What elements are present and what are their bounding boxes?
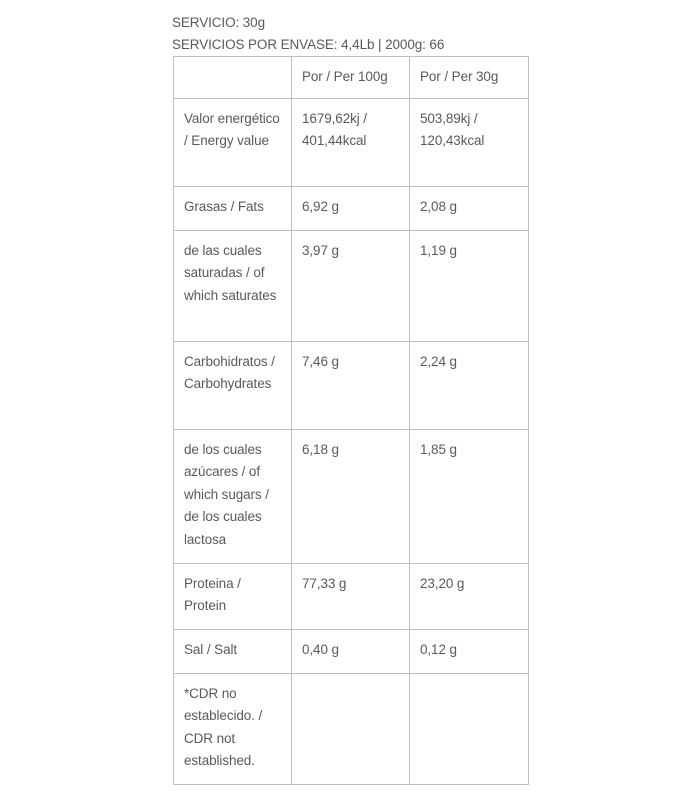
row-label: Grasas / Fats [174, 186, 292, 230]
row-value-per-100g: 3,97 g [292, 230, 410, 341]
row-footnote: *CDR no establecido. / CDR not established. [174, 673, 292, 784]
table-row [174, 230, 529, 341]
row-value-per-100g [292, 673, 410, 784]
row-value-per-30g: 2,24 g [410, 341, 529, 429]
serving-info [172, 12, 444, 56]
row-value-per-30g: 23,20 g [410, 563, 529, 629]
row-value-per-100g: 1679,62kj / 401,44kcal [292, 98, 410, 186]
table-row [174, 186, 529, 230]
table-row [174, 341, 529, 429]
table-row [174, 629, 529, 673]
nutrition-table [173, 56, 529, 785]
servings-per-container: SERVICIOS POR ENVASE: 4,4Lb | 2000g: 66 [172, 37, 445, 52]
row-label: de las cuales saturadas / of which saturates [174, 230, 292, 341]
row-label: de los cuales azúcares / of which sugars / de los cuales lactosa [174, 429, 292, 563]
table-header-row [174, 57, 529, 99]
table-row [174, 98, 529, 186]
row-value-per-100g: 0,40 g [292, 629, 410, 673]
row-value-per-30g: 1,85 g [410, 429, 529, 563]
row-value-per-30g: 0,12 g [410, 629, 529, 673]
table-row [174, 563, 529, 629]
row-label: Proteina / Protein [174, 563, 292, 629]
header-cell-per-30g: Por / Per 30g [410, 57, 529, 99]
header-cell-per-100g: Por / Per 100g [292, 57, 410, 99]
table-row [174, 673, 529, 784]
row-value-per-30g: 1,19 g [410, 230, 529, 341]
row-label: Carbohidratos / Carbohydrates [174, 341, 292, 429]
table-row [174, 429, 529, 563]
row-value-per-100g: 77,33 g [292, 563, 410, 629]
row-value-per-30g: 503,89kj / 120,43kcal [410, 98, 529, 186]
row-value-per-100g: 7,46 g [292, 341, 410, 429]
row-label: Valor energético / Energy value [174, 98, 292, 186]
row-label: Sal / Salt [174, 629, 292, 673]
row-value-per-100g: 6,18 g [292, 429, 410, 563]
row-value-per-30g [410, 673, 529, 784]
serving-size: SERVICIO: 30g [172, 15, 265, 30]
row-value-per-100g: 6,92 g [292, 186, 410, 230]
header-cell-empty [174, 57, 292, 99]
row-value-per-30g: 2,08 g [410, 186, 529, 230]
